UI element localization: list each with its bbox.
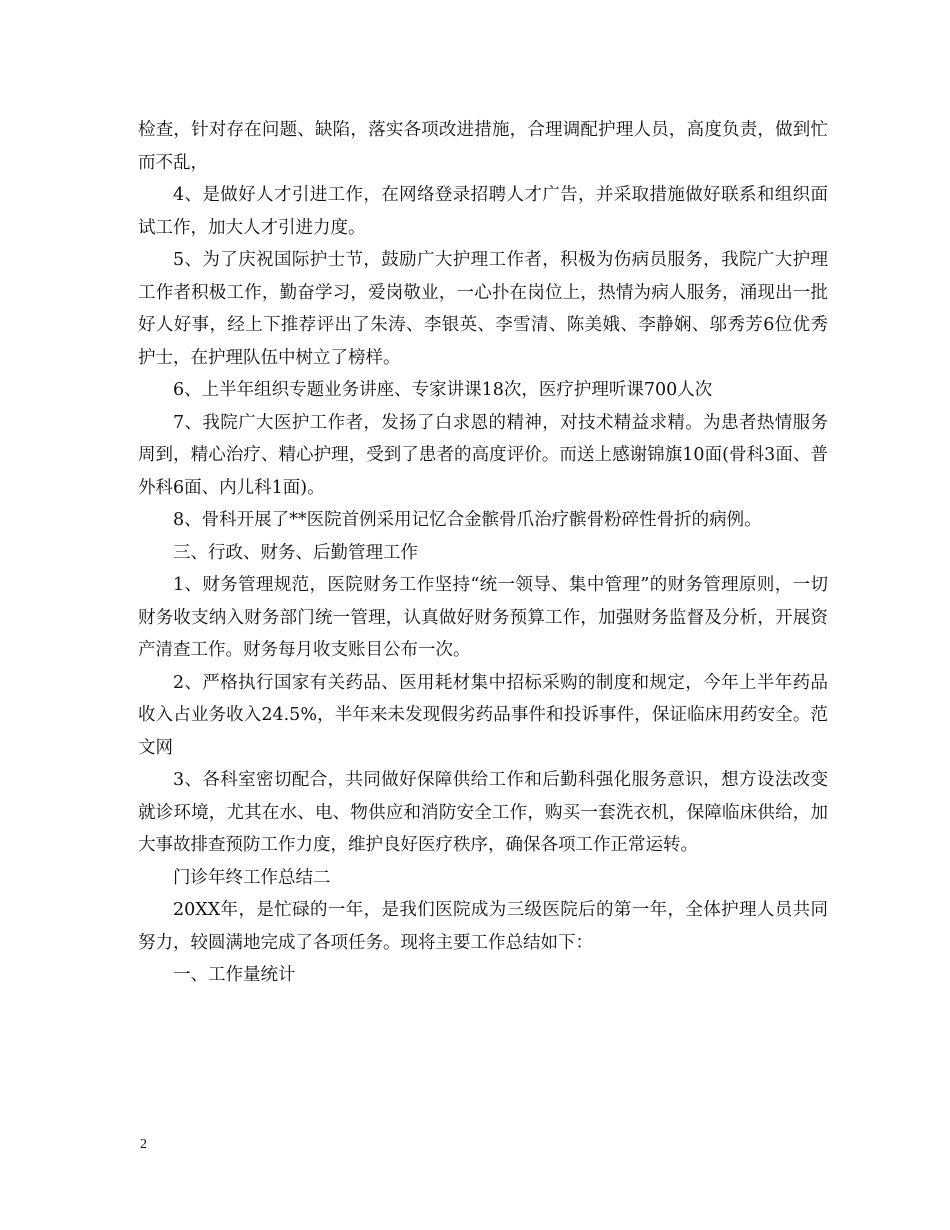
document-body [138, 114, 828, 992]
paragraph-item-5: 5、为了庆祝国际护士节，鼓励广大护理工作者，积极为伤病员服务，我院广大护理工作者积极工作，勤奋学习，爱岗敬业，一心扑在岗位上，热情为病人服务，涌现出一批好人好事，经上下推荐评出了朱涛、李银英、李雪清、陈美娥、李静娴、邬秀芳6位优秀护士，在护理队伍中树立了榜样。 [138, 250, 828, 368]
paragraph-item-4: 4、是做好人才引进工作，在网络登录招聘人才广告，并采取措施做好联系和组织面试工作，加大人才引进力度。 [138, 185, 828, 238]
paragraph-item-8: 8、骨科开展了**医院首例采用记忆合金髌骨爪治疗髌骨粉碎性骨折的病例。 [173, 510, 762, 530]
page-number: 2 [140, 1137, 147, 1152]
paragraph-finance-1: 1、财务管理规范，医院财务工作坚持“统一领导、集中管理”的财务管理原则，一切财务收支纳入财务部门统一管理，认真做好财务预算工作，加强财务监督及分析，开展资产清查工作。财务每月收支账目公布一次。 [138, 575, 828, 660]
paragraph-finance-2: 2、严格执行国家有关药品、医用耗材集中招标采购的制度和规定，今年上半年药品收入占业务收入24.5%，半年来未发现假劣药品事件和投诉事件，保证临床用药安全。范文网 [138, 672, 828, 758]
paragraph-continuation: 检查，针对存在问题、缺陷，落实各项改进措施，合理调配护理人员，高度负责，做到忙而不乱， [138, 120, 828, 173]
section-heading-admin: 三、行政、财务、后勤管理工作 [173, 542, 418, 563]
paragraph-finance-3: 3、各科室密切配合，共同做好保障供给工作和后勤科强化服务意识，想方设法改变就诊环境，尤其在水、电、物供应和消防安全工作，购买一套洗衣机，保障临床供给，加大事故排查预防工作力度，维护良好医疗秩序，确保各项工作正常运转。 [138, 770, 828, 855]
paragraph-item-6: 6、上半年组织专题业务讲座、专家讲课18次，医疗护理听课700人次 [173, 380, 713, 400]
section-heading-workload: 一、工作量统计 [173, 965, 296, 985]
paragraph-item-7: 7、我院广大医护工作者，发扬了白求恩的精神，对技术精益求精。为患者热情服务周到，精心治疗、精心护理，受到了患者的高度评价。而送上感谢锦旗10面(骨科3面、普外科6面、内儿科1面)。 [138, 412, 828, 498]
paragraph-intro: 20XX年，是忙碌的一年，是我们医院成为三级医院后的第一年，全体护理人员共同努力，较圆满地完成了各项任务。现将主要工作总结如下： [138, 900, 828, 953]
document-subtitle: 门诊年终工作总结二 [173, 867, 331, 888]
